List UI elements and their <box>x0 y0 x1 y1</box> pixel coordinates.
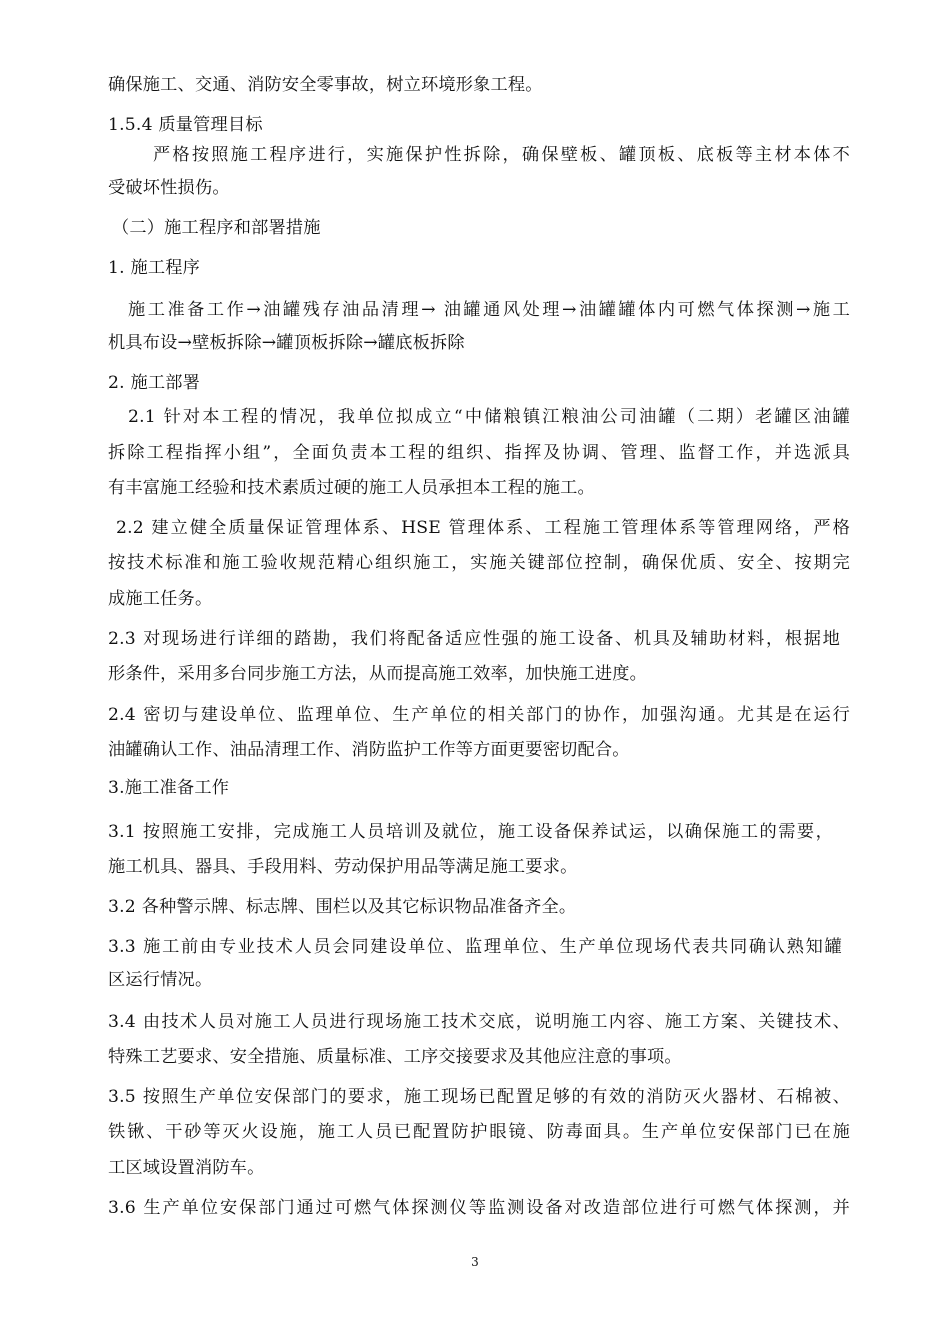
body-text-line: 受破坏性损伤。 <box>108 178 230 198</box>
body-text-line: 形条件，采用多台同步施工方法，从而提高施工效率，加快施工进度。 <box>108 664 648 684</box>
body-text-line: 成施工任务。 <box>108 589 213 609</box>
body-text-line: 施工准备工作→油罐残存油品清理→ 油罐通风处理→油罐罐体内可燃气体探测→施工 <box>128 300 850 320</box>
body-text-line: 区运行情况。 <box>108 970 213 990</box>
body-text-line: 2.1 针对本工程的情况，我单位拟成立“中储粮镇江粮油公司油罐（二期）老罐区油罐 <box>128 407 850 427</box>
section-heading: 3.施工准备工作 <box>108 778 230 798</box>
body-text-line: 2.4 密切与建设单位、监理单位、生产单位的相关部门的协作，加强沟通。尤其是在运行 <box>108 705 850 725</box>
body-text-line: 3.4 由技术人员对施工人员进行现场施工技术交底，说明施工内容、施工方案、关键技术、 <box>108 1012 850 1032</box>
body-text-line: 特殊工艺要求、安全措施、质量标准、工序交接要求及其他应注意的事项。 <box>108 1047 682 1067</box>
body-text-line: 2.2 建立健全质量保证管理体系、HSE 管理体系、工程施工管理体系等管理网络，严格 <box>116 518 850 538</box>
body-text-line: 确保施工、交通、消防安全零事故，树立环境形象工程。 <box>108 75 543 95</box>
body-text-line: 3.6 生产单位安保部门通过可燃气体探测仪等监测设备对改造部位进行可燃气体探测，并 <box>108 1198 850 1218</box>
body-text-line: 有丰富施工经验和技术素质过硬的施工人员承担本工程的施工。 <box>108 478 595 498</box>
section-heading: （二）施工程序和部署措施 <box>112 218 321 238</box>
body-text-line: 3.2 各种警示牌、标志牌、围栏以及其它标识物品准备齐全。 <box>108 897 577 917</box>
body-text-line: 2.3 对现场进行详细的踏勘，我们将配备适应性强的施工设备、机具及辅助材料，根据地 <box>108 629 840 649</box>
body-text-line: 油罐确认工作、油品清理工作、消防监护工作等方面更要密切配合。 <box>108 740 630 760</box>
body-text-line: 3.5 按照生产单位安保部门的要求，施工现场已配置足够的有效的消防灭火器材、石棉被、 <box>108 1087 850 1107</box>
body-text-line: 工区域设置消防车。 <box>108 1158 265 1178</box>
section-heading: 2. 施工部署 <box>108 373 201 393</box>
body-text-line: 铁锹、干砂等灭火设施，施工人员已配置防护眼镜、防毒面具。生产单位安保部门已在施 <box>108 1122 850 1142</box>
body-text-line: 按技术标准和施工验收规范精心组织施工，实施关键部位控制，确保优质、安全、按期完 <box>108 553 850 573</box>
section-heading: 1. 施工程序 <box>108 258 201 278</box>
body-text-line: 3.1 按照施工安排，完成施工人员培训及就位，施工设备保养试运，以确保施工的需要， <box>108 822 833 842</box>
body-text-line: 3.3 施工前由专业技术人员会同建设单位、监理单位、生产单位现场代表共同确认熟知罐 <box>108 937 842 957</box>
section-heading: 1.5.4 质量管理目标 <box>108 115 263 135</box>
body-text-line: 施工机具、器具、手段用料、劳动保护用品等满足施工要求。 <box>108 857 578 877</box>
body-text-line: 拆除工程指挥小组”，全面负责本工程的组织、指挥及协调、管理、监督工作，并选派具 <box>108 443 850 463</box>
body-text-line: 机具布设→壁板拆除→罐顶板拆除→罐底板拆除 <box>108 333 465 353</box>
page-number: 3 <box>471 1255 479 1269</box>
body-text-line: 严格按照施工程序进行，实施保护性拆除，确保壁板、罐顶板、底板等主材本体不 <box>153 145 850 165</box>
